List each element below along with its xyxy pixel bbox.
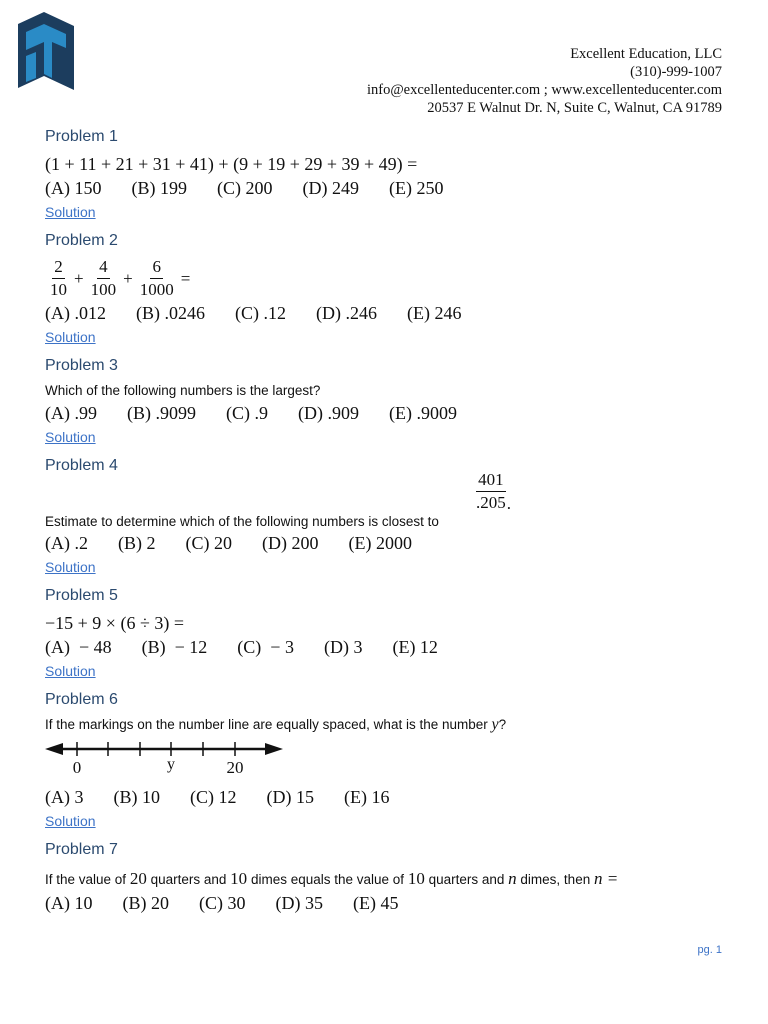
choice-a: (A) 150 bbox=[45, 178, 102, 198]
equals-sign: = bbox=[180, 268, 191, 288]
choice-a: (A) .99 bbox=[45, 403, 97, 423]
fraction-expression bbox=[45, 256, 735, 301]
fraction bbox=[474, 469, 508, 514]
choice-e: (E) 16 bbox=[344, 787, 390, 807]
page-number: pg. 1 bbox=[697, 944, 722, 956]
choice-a: (A) − 48 bbox=[45, 637, 112, 657]
choice-a: (A) .012 bbox=[45, 303, 106, 323]
choice-b: (B) 20 bbox=[122, 893, 169, 913]
choice-d: (D) .909 bbox=[298, 403, 359, 423]
problem-title: Problem 5 bbox=[45, 587, 118, 604]
choice-e: (E) 45 bbox=[353, 893, 399, 913]
question-text: dimes equals the value of bbox=[250, 872, 405, 887]
fraction-denominator: 10 bbox=[50, 280, 67, 299]
fraction bbox=[48, 256, 69, 301]
solution-link[interactable]: Solution bbox=[45, 429, 96, 445]
number-line-label-y: y bbox=[167, 756, 175, 773]
choice-b: (B) .0246 bbox=[136, 303, 205, 323]
company-logo bbox=[14, 12, 78, 96]
number-line-label-20: 20 bbox=[226, 758, 244, 777]
company-name: Excellent Education, LLC bbox=[570, 46, 722, 62]
choice-b: (B) 199 bbox=[131, 178, 187, 198]
choice-b: (B) 10 bbox=[113, 787, 160, 807]
choice-b: (B) .9099 bbox=[127, 403, 196, 423]
choice-e: (E) 12 bbox=[392, 637, 438, 657]
fraction-denominator: 100 bbox=[90, 280, 117, 299]
choice-a: (A) 3 bbox=[45, 787, 84, 807]
fraction-denominator: .205 bbox=[476, 493, 506, 512]
question-number: 10 bbox=[407, 869, 425, 888]
problem-title: Problem 2 bbox=[45, 232, 118, 249]
fraction-numerator: 2 bbox=[52, 256, 65, 279]
solution-link[interactable]: Solution bbox=[45, 329, 96, 345]
number-line bbox=[45, 739, 305, 785]
choice-c: (C) 200 bbox=[217, 178, 273, 198]
problem-title: Problem 7 bbox=[45, 841, 118, 858]
question-text: quarters and bbox=[428, 872, 505, 887]
fraction-denominator: 1000 bbox=[139, 280, 174, 299]
answer-choices bbox=[45, 176, 735, 200]
answer-choices bbox=[45, 635, 735, 659]
question-mark: ? bbox=[498, 717, 507, 732]
problem-expression: −15 + 9 × (6 ÷ 3) = bbox=[45, 613, 184, 633]
company-contact: info@excellenteducenter.com ; www.excellenteducenter.com bbox=[366, 82, 722, 98]
problem-title: Problem 4 bbox=[45, 457, 118, 474]
fraction-numerator: 401 bbox=[476, 469, 506, 492]
fraction bbox=[138, 256, 176, 301]
choice-d: (D) 15 bbox=[266, 787, 314, 807]
problem-4 bbox=[45, 455, 735, 577]
problem-list bbox=[45, 126, 735, 915]
choice-c: (C) .12 bbox=[235, 303, 286, 323]
choice-c: (C) − 3 bbox=[237, 637, 294, 657]
fraction-numerator: 4 bbox=[97, 256, 110, 279]
question-text: If the value of bbox=[45, 872, 127, 887]
company-phone: (310)-999-1007 bbox=[630, 64, 722, 80]
problem-title: Problem 1 bbox=[45, 128, 118, 145]
choice-d: (D) 249 bbox=[302, 178, 359, 198]
fraction bbox=[89, 256, 119, 301]
answer-choices bbox=[45, 785, 735, 809]
choice-b: (B) − 12 bbox=[141, 637, 208, 657]
question-text: dimes, then bbox=[520, 872, 591, 887]
problem-question bbox=[45, 715, 735, 735]
number-line-label-0: 0 bbox=[72, 758, 82, 777]
problem-5 bbox=[45, 585, 735, 681]
choice-d: (D) 3 bbox=[323, 637, 363, 657]
solution-link[interactable]: Solution bbox=[45, 559, 96, 575]
problem-3 bbox=[45, 355, 735, 447]
question-number: 20 bbox=[129, 869, 147, 888]
question-number: 10 bbox=[230, 869, 248, 888]
question-period: . bbox=[506, 494, 511, 514]
question-variable: n bbox=[508, 869, 517, 888]
choice-c: (C) 20 bbox=[185, 533, 232, 553]
solution-link[interactable]: Solution bbox=[45, 663, 96, 679]
problem-question-line bbox=[45, 470, 735, 531]
problem-7 bbox=[45, 839, 735, 915]
choice-c: (C) .9 bbox=[226, 403, 268, 423]
problem-1 bbox=[45, 126, 735, 222]
answer-choices bbox=[45, 301, 735, 325]
question-equation-end: n = bbox=[593, 869, 619, 888]
problem-expression: (1 + 11 + 21 + 31 + 41) + (9 + 19 + 29 + 39 + 49) = bbox=[45, 154, 418, 174]
choice-d: (D) .246 bbox=[316, 303, 377, 323]
solution-link[interactable]: Solution bbox=[45, 813, 96, 829]
problem-question bbox=[45, 867, 735, 891]
problem-6 bbox=[45, 689, 735, 831]
fraction-numerator: 6 bbox=[150, 256, 163, 279]
answer-choices bbox=[45, 891, 735, 915]
solution-link[interactable]: Solution bbox=[45, 204, 96, 220]
plus-sign: + bbox=[123, 268, 133, 288]
choice-d: (D) 200 bbox=[262, 533, 319, 553]
choice-a: (A) .2 bbox=[45, 533, 88, 553]
plus-sign: + bbox=[74, 268, 84, 288]
choice-e: (E) 250 bbox=[389, 178, 444, 198]
problem-question: Which of the following numbers is the largest? bbox=[45, 383, 321, 398]
company-header bbox=[367, 45, 722, 117]
question-text: If the markings on the number line are equally spaced, what is the number bbox=[45, 717, 488, 732]
question-text: quarters and bbox=[150, 872, 227, 887]
company-address: 20537 E Walnut Dr. N, Suite C, Walnut, CA 91789 bbox=[427, 100, 722, 116]
choice-c: (C) 12 bbox=[190, 787, 237, 807]
choice-c: (C) 30 bbox=[199, 893, 246, 913]
choice-d: (D) 35 bbox=[275, 893, 323, 913]
question-variable: y bbox=[491, 716, 499, 733]
choice-e: (E) .9009 bbox=[389, 403, 457, 423]
choice-e: (E) 2000 bbox=[348, 533, 412, 553]
answer-choices bbox=[45, 401, 735, 425]
choice-b: (B) 2 bbox=[118, 533, 156, 553]
question-fraction bbox=[471, 469, 511, 514]
problem-2 bbox=[45, 230, 735, 347]
choice-e: (E) 246 bbox=[407, 303, 462, 323]
choice-a: (A) 10 bbox=[45, 893, 93, 913]
problem-title: Problem 6 bbox=[45, 691, 118, 708]
problem-title: Problem 3 bbox=[45, 357, 118, 374]
answer-choices bbox=[45, 531, 735, 555]
problem-question: Estimate to determine which of the following numbers is closest to bbox=[45, 514, 439, 529]
